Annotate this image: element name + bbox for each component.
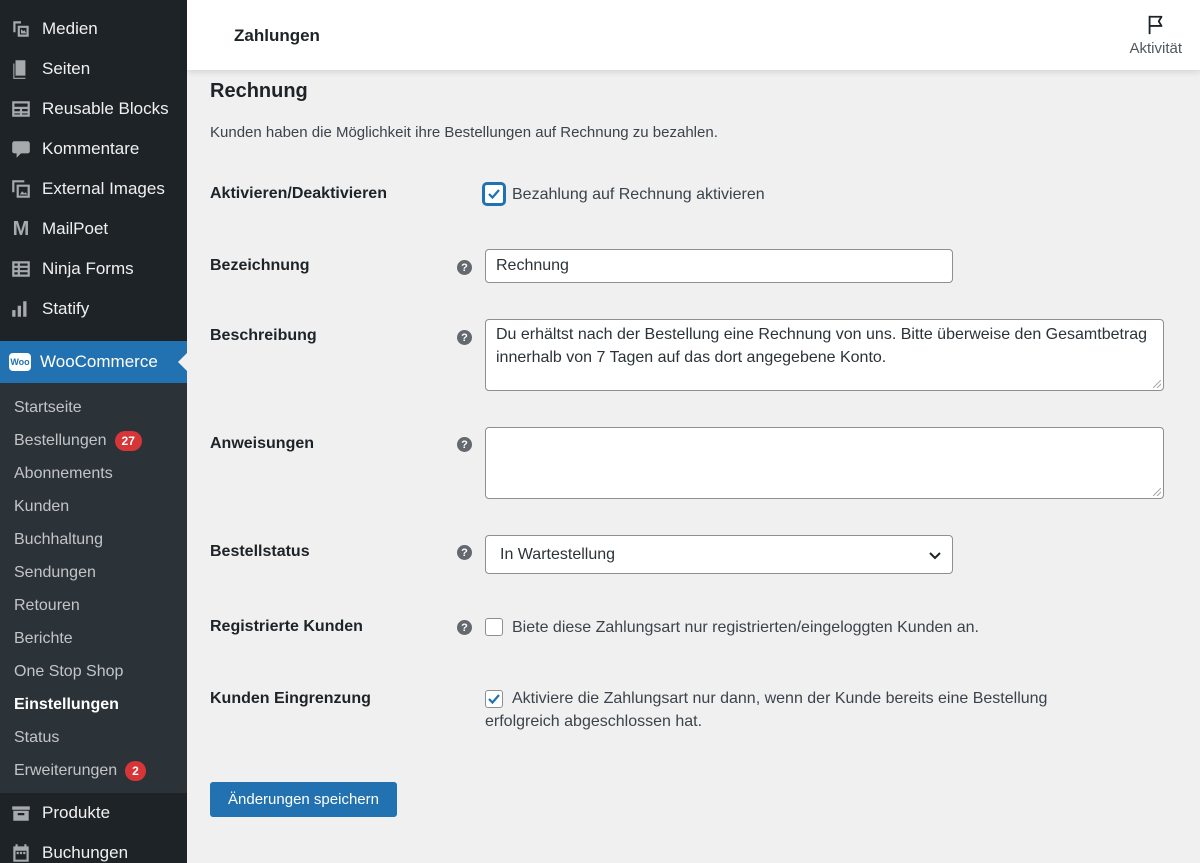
help-icon[interactable]: ? bbox=[457, 330, 472, 345]
mailpoet-icon: M bbox=[12, 217, 30, 240]
submenu-item-sendungen[interactable]: Sendungen bbox=[14, 563, 96, 581]
section-description: Kunden haben die Möglichkeit ihre Bestellungen auf Rechnung zu bezahlen. bbox=[210, 124, 718, 141]
submenu-item-buchhaltung[interactable]: Buchhaltung bbox=[14, 530, 103, 548]
field-label-order-status: Bestellstatus bbox=[210, 543, 310, 560]
count-badge: 2 bbox=[125, 761, 146, 781]
field-label-instructions: Anweisungen bbox=[210, 435, 315, 452]
field-label-title: Bezeichnung bbox=[210, 257, 310, 274]
save-button[interactable]: Änderungen speichern bbox=[210, 782, 397, 817]
sidebar-item-label: External Images bbox=[42, 179, 165, 198]
instructions-textarea[interactable] bbox=[485, 427, 1164, 499]
submenu-item-bestellungen[interactable]: Bestellungen 27 bbox=[0, 424, 187, 457]
registered-checkbox-label[interactable]: Biete diese Zahlungsart nur registrierten/eingeloggten Kunden an. bbox=[512, 619, 979, 636]
submenu-item-kunden[interactable]: Kunden bbox=[14, 497, 70, 515]
description-text: Du erhältst nach der Bestellung eine Rechnung von uns. Bitte überweise den Gesamtbetrag innerhalb von 7 Tagen auf das dort angegebene Konto. bbox=[496, 326, 1148, 366]
page-header bbox=[187, 0, 1200, 70]
restriction-checkbox-label[interactable]: Aktiviere die Zahlungsart nur dann, wenn der Kunde bereits eine Bestellung erfolgreich abgeschlossen hat. bbox=[485, 690, 1048, 730]
sidebar-item-label: Buchungen bbox=[42, 843, 129, 862]
field-label-restriction: Kunden Eingrenzung bbox=[210, 690, 371, 707]
calendar-icon bbox=[9, 841, 33, 863]
checkmark-icon bbox=[486, 186, 502, 202]
admin-sidebar bbox=[0, 0, 187, 863]
woocommerce-icon: Woo bbox=[9, 353, 31, 371]
count-badge: 27 bbox=[115, 431, 142, 451]
media-icon bbox=[9, 17, 33, 41]
sidebar-item-label: Seiten bbox=[42, 59, 91, 78]
sidebar-item-label: WooCommerce bbox=[40, 352, 158, 371]
sidebar-item-woocommerce[interactable] bbox=[0, 341, 187, 383]
page-title: Zahlungen bbox=[234, 26, 320, 45]
help-icon[interactable]: ? bbox=[457, 260, 472, 275]
comments-icon bbox=[9, 137, 33, 161]
enable-checkbox-label[interactable]: Bezahlung auf Rechnung aktivieren bbox=[512, 186, 765, 203]
section-title: Rechnung bbox=[210, 80, 308, 102]
forms-icon bbox=[9, 257, 33, 281]
field-label-enable: Aktivieren/Deaktivieren bbox=[210, 185, 387, 202]
sidebar-item-label: Kommentare bbox=[42, 139, 140, 158]
registered-checkbox[interactable] bbox=[485, 618, 503, 636]
field-label-description: Beschreibung bbox=[210, 327, 317, 344]
chevron-down-icon bbox=[928, 548, 942, 562]
submenu-item-abonnements[interactable]: Abonnements bbox=[14, 464, 113, 482]
help-icon[interactable]: ? bbox=[457, 620, 472, 635]
sidebar-item-mailpoet[interactable] bbox=[0, 209, 187, 249]
sidebar-item-statify[interactable] bbox=[0, 289, 187, 329]
woocommerce-submenu bbox=[0, 383, 187, 793]
submenu-item-einstellungen[interactable]: Einstellungen bbox=[14, 695, 119, 713]
help-icon[interactable]: ? bbox=[457, 545, 472, 560]
sidebar-item-label: Medien bbox=[42, 19, 98, 38]
sidebar-item-seiten[interactable] bbox=[0, 49, 187, 89]
order-status-select[interactable] bbox=[485, 535, 953, 574]
activity-label: Aktivität bbox=[1129, 40, 1182, 57]
sidebar-item-kommentare[interactable] bbox=[0, 129, 187, 169]
title-input[interactable]: Rechnung bbox=[485, 249, 953, 283]
flag-icon bbox=[1145, 14, 1167, 36]
submenu-item-one-stop-shop[interactable]: One Stop Shop bbox=[14, 662, 124, 680]
order-status-value: In Wartestellung bbox=[500, 546, 616, 563]
resize-handle-icon[interactable] bbox=[1153, 380, 1161, 388]
products-icon bbox=[9, 801, 33, 825]
blocks-icon bbox=[9, 97, 33, 121]
stats-icon bbox=[9, 297, 33, 321]
submenu-item-erweiterungen[interactable]: Erweiterungen 2 bbox=[0, 754, 187, 787]
sidebar-item-label: Ninja Forms bbox=[42, 259, 134, 278]
sidebar-item-label: Reusable Blocks bbox=[42, 99, 169, 118]
sidebar-item-reusable-blocks[interactable] bbox=[0, 89, 187, 129]
submenu-item-berichte[interactable]: Berichte bbox=[14, 629, 73, 647]
sidebar-item-buchungen[interactable] bbox=[0, 833, 187, 863]
submenu-item-status[interactable]: Status bbox=[14, 728, 60, 746]
description-textarea[interactable] bbox=[485, 319, 1164, 391]
sidebar-item-label: Produkte bbox=[42, 803, 111, 822]
sidebar-item-produkte[interactable] bbox=[0, 793, 187, 833]
submenu-item-retouren[interactable]: Retouren bbox=[14, 596, 80, 614]
activity-button[interactable] bbox=[1129, 14, 1182, 57]
enable-checkbox[interactable] bbox=[484, 184, 504, 204]
sidebar-item-label: Statify bbox=[42, 299, 90, 318]
sidebar-item-medien[interactable] bbox=[0, 9, 187, 49]
field-label-registered: Registrierte Kunden bbox=[210, 618, 363, 635]
sidebar-item-ninja-forms[interactable] bbox=[0, 249, 187, 289]
submenu-item-startseite[interactable]: Startseite bbox=[14, 398, 82, 416]
pages-icon bbox=[9, 57, 33, 81]
help-icon[interactable]: ? bbox=[457, 437, 472, 452]
images-icon bbox=[9, 177, 33, 201]
sidebar-item-label: MailPoet bbox=[42, 219, 109, 238]
sidebar-item-external-images[interactable] bbox=[0, 169, 187, 209]
resize-handle-icon[interactable] bbox=[1153, 488, 1161, 496]
